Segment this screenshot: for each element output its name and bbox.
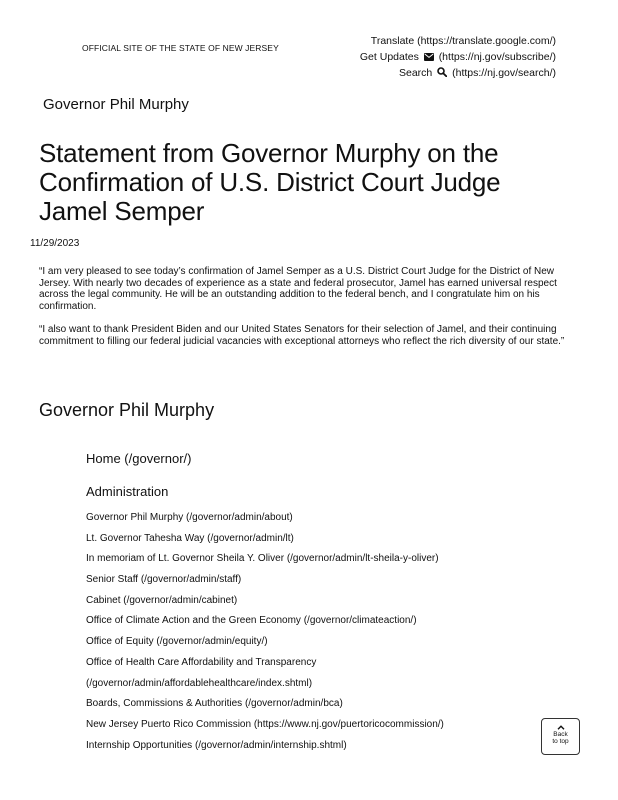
page-title: Statement from Governor Murphy on the Confirmation of U.S. District Court Judge Jamel Semper <box>39 138 501 226</box>
search-label: Search <box>398 67 433 79</box>
publish-date: 11/29/2023 <box>30 238 80 249</box>
site-brand[interactable]: Governor Phil Murphy <box>43 96 189 113</box>
utility-links <box>360 33 556 81</box>
footer-link[interactable]: Lt. Governor Tahesha Way (/governor/admin/lt) <box>86 532 294 544</box>
article-paragraph: “I also want to thank President Biden and our United States Senators for their selection of Jamel, and their continuing commitment to filling our federal judicial vacancies with exceptional attorneys who reflect the rich diversity of our state.” <box>39 324 565 347</box>
get-updates-url: (https://nj.gov/subscribe/) <box>438 51 556 63</box>
footer-link[interactable]: Boards, Commissions & Authorities (/governor/admin/bca) <box>86 698 343 710</box>
get-updates-label: Get Updates <box>359 51 419 63</box>
translate-link[interactable]: Translate (https://translate.google.com/) <box>370 35 556 47</box>
footer-link[interactable]: Cabinet (/governor/admin/cabinet) <box>86 594 238 606</box>
footer-link[interactable]: Senior Staff (/governor/admin/staff) <box>86 574 242 586</box>
back-to-top-button[interactable] <box>541 718 580 755</box>
back-to-top-line1: Back <box>553 731 568 738</box>
back-to-top-line2: to top <box>552 738 569 745</box>
footer-link[interactable]: New Jersey Puerto Rico Commission (https://www.nj.gov/puertoricocommission/) <box>86 718 444 730</box>
envelope-icon <box>424 53 434 61</box>
official-site-label: OFFICIAL SITE OF THE STATE OF NEW JERSEY <box>82 43 279 53</box>
footer-link[interactable]: Governor Phil Murphy (/governor/admin/about) <box>86 512 293 523</box>
search-url: (https://nj.gov/search/) <box>452 67 556 79</box>
footer-administration-heading: Administration <box>86 484 169 499</box>
footer-home-link[interactable]: Home (/governor/) <box>86 451 192 466</box>
footer-link[interactable]: Office of Climate Action and the Green Economy (/governor/climateaction/) <box>86 615 417 627</box>
footer-link[interactable]: Office of Health Care Affordability and Transparency <box>86 656 317 668</box>
get-updates-link[interactable] <box>360 49 556 65</box>
article-paragraph: “I am very pleased to see today’s confirmation of Jamel Semper as a U.S. District Court Judge for the District of New Jersey. With nearly two decades of experience as a state and federal prosecutor, Jamel has earned universal respect across the legal community. He will be an outstanding addition to the federal bench, and I congratulate him on his confirmation. <box>39 266 557 312</box>
footer-link[interactable]: Internship Opportunities (/governor/admin/internship.shtml) <box>86 739 347 751</box>
footer-brand: Governor Phil Murphy <box>39 400 215 420</box>
footer-link[interactable]: (/governor/admin/affordablehealthcare/index.shtml) <box>86 677 313 689</box>
article-body <box>39 266 579 359</box>
footer-link[interactable]: Office of Equity (/governor/admin/equity/) <box>86 636 268 648</box>
footer-link[interactable]: In memoriam of Lt. Governor Sheila Y. Oliver (/governor/admin/lt-sheila-y-oliver) <box>86 553 439 565</box>
search-link[interactable] <box>360 65 556 81</box>
search-icon <box>437 67 447 77</box>
administration-links <box>86 511 444 759</box>
chevron-up-icon <box>557 725 565 730</box>
